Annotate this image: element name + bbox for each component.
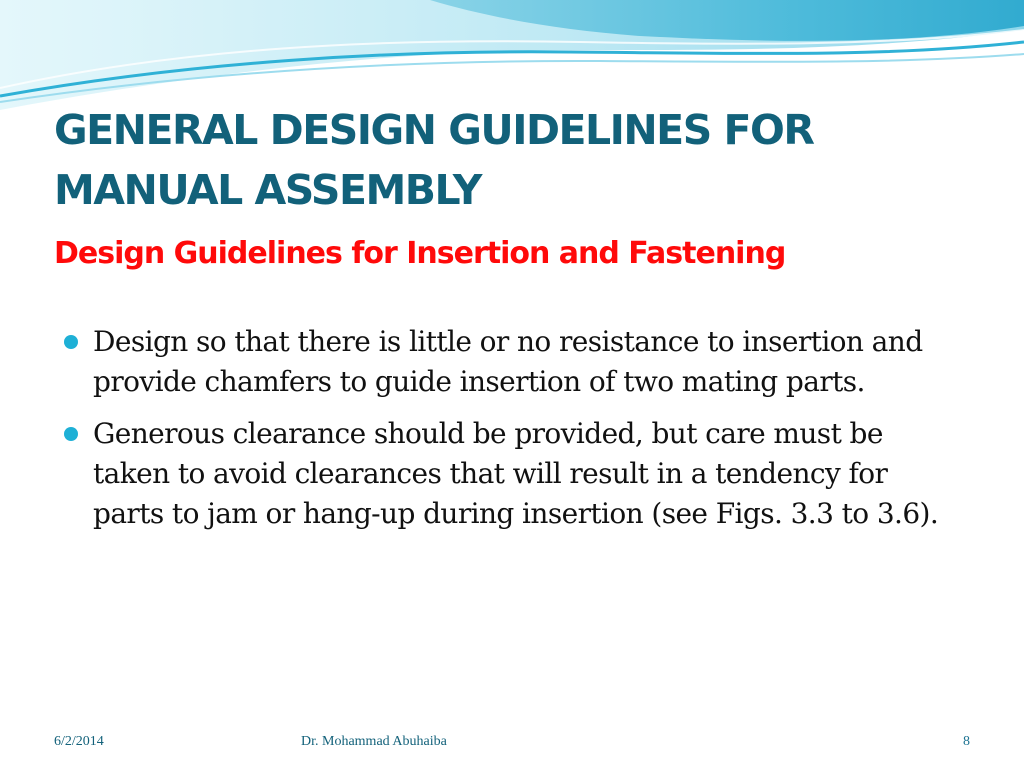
bullet-item bbox=[64, 414, 964, 534]
bullet-dot-icon bbox=[64, 335, 78, 349]
page-number: 8 bbox=[963, 734, 970, 749]
bullet-text: Design so that there is little or no resistance to insertion and provide chamfers to guide insertion of two mating parts. bbox=[93, 325, 923, 398]
footer-author: Dr. Mohammad Abuhaiba bbox=[301, 734, 447, 749]
slide-subtitle: Design Guidelines for Insertion and Fastening bbox=[54, 236, 786, 271]
slide-title: GENERAL DESIGN GUIDELINES FOR MANUAL ASSEMBLY bbox=[54, 106, 814, 214]
bullet-dot-icon bbox=[64, 427, 78, 441]
bullet-text: Generous clearance should be provided, but care must be taken to avoid clearances that will result in a tendency for parts to jam or hang-up during insertion (see Figs. 3.3 to 3.6). bbox=[93, 417, 939, 530]
footer-date: 6/2/2014 bbox=[54, 734, 104, 749]
bullet-item bbox=[64, 322, 964, 402]
bullet-list bbox=[64, 322, 964, 546]
